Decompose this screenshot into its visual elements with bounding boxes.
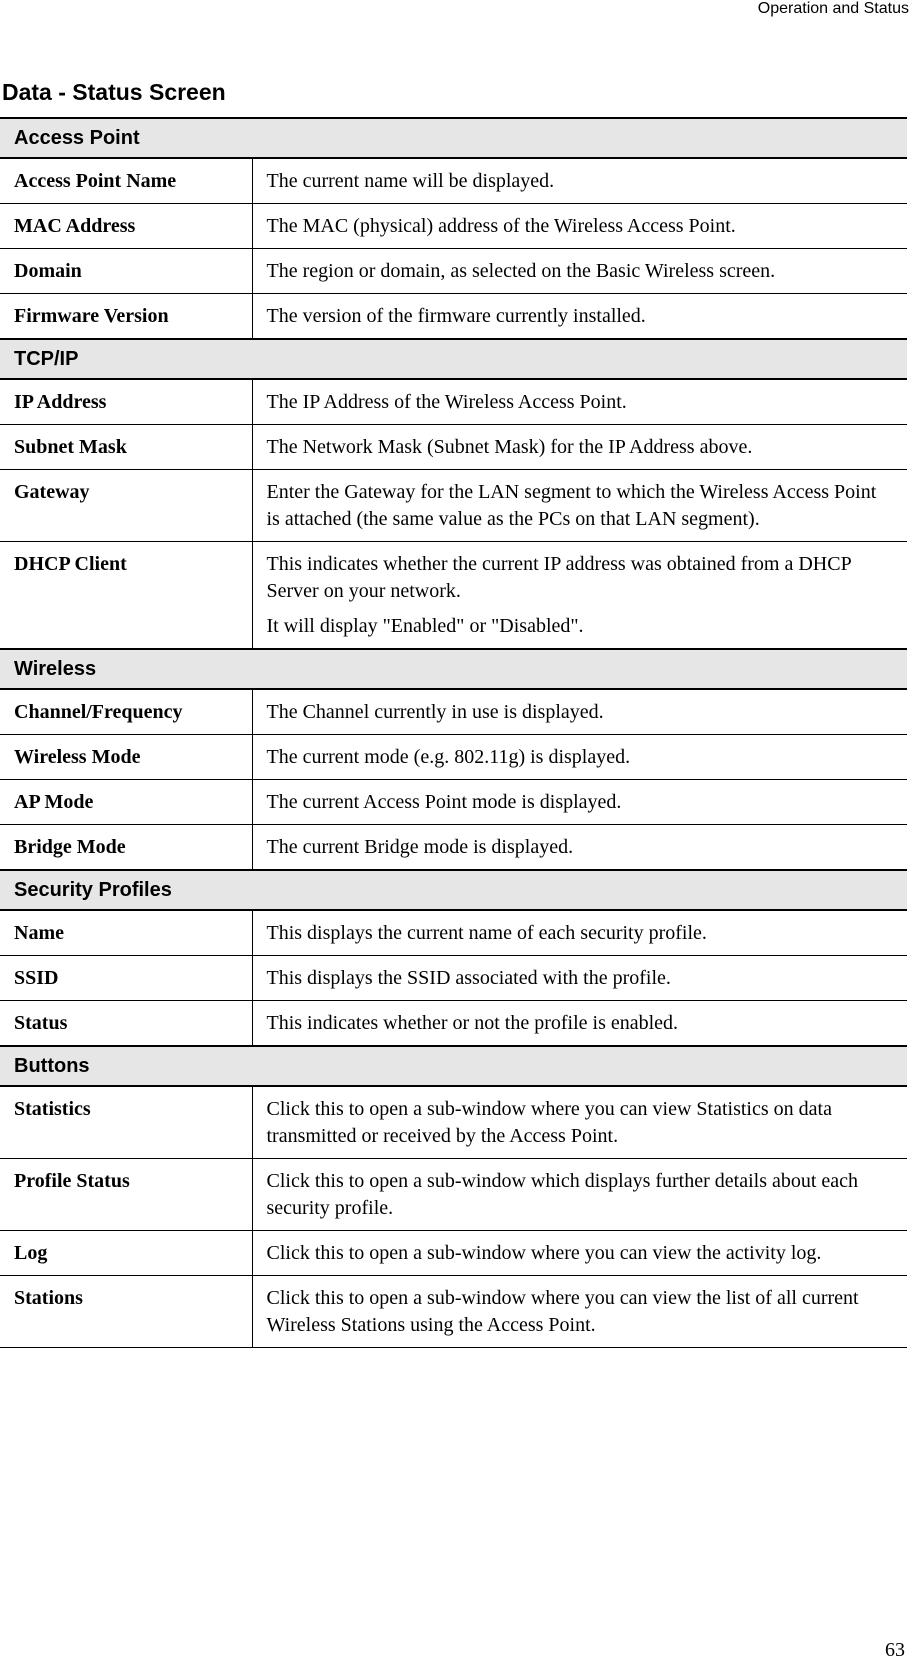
field-name: Status bbox=[0, 1001, 252, 1047]
description-paragraph: Enter the Gateway for the LAN segment to which the Wireless Access Point is attached (the same value as the PCs on that LAN segment). bbox=[266, 481, 877, 530]
field-name: DHCP Client bbox=[0, 542, 252, 650]
section-title: Data - Status Screen bbox=[2, 79, 226, 105]
table-row bbox=[0, 204, 907, 249]
description-paragraph: The current Bridge mode is displayed. bbox=[266, 836, 574, 858]
description-paragraph: The Channel currently in use is displayed. bbox=[266, 701, 604, 723]
status-screen-table-body bbox=[0, 118, 907, 1348]
field-description bbox=[252, 470, 907, 542]
description-paragraph: Click this to open a sub-window where you can view the activity log. bbox=[266, 1242, 822, 1264]
table-row bbox=[0, 470, 907, 542]
table-row bbox=[0, 910, 907, 956]
field-description bbox=[252, 1276, 907, 1348]
field-name: Access Point Name bbox=[0, 158, 252, 204]
description-paragraph: The MAC (physical) address of the Wireless Access Point. bbox=[266, 215, 736, 237]
description-paragraph: This displays the current name of each security profile. bbox=[266, 922, 707, 944]
status-screen-table bbox=[0, 117, 907, 1348]
table-row bbox=[0, 542, 907, 650]
group-title: Wireless bbox=[0, 649, 907, 689]
table-row bbox=[0, 1001, 907, 1047]
group-header-row bbox=[0, 118, 907, 158]
group-header-row bbox=[0, 339, 907, 379]
description-paragraph: This indicates whether or not the profile is enabled. bbox=[266, 1012, 679, 1034]
field-name: Stations bbox=[0, 1276, 252, 1348]
field-name: Domain bbox=[0, 249, 252, 294]
table-row bbox=[0, 956, 907, 1001]
group-title: Access Point bbox=[0, 118, 907, 158]
description-paragraph: Click this to open a sub-window where you can view the list of all current Wireless Stations using the Access Point. bbox=[266, 1287, 859, 1336]
field-name: IP Address bbox=[0, 379, 252, 425]
field-description bbox=[252, 379, 907, 425]
field-description bbox=[252, 1086, 907, 1159]
description-paragraph: Click this to open a sub-window which displays further details about each security profile. bbox=[266, 1170, 859, 1219]
description-paragraph: It will display "Enabled" or "Disabled". bbox=[266, 615, 584, 637]
page-number: 63 bbox=[885, 1639, 905, 1661]
table-row bbox=[0, 294, 907, 340]
group-header-row bbox=[0, 649, 907, 689]
field-description bbox=[252, 542, 907, 650]
field-description bbox=[252, 1231, 907, 1276]
running-header: Operation and Status bbox=[757, 0, 909, 17]
description-paragraph: The current mode (e.g. 802.11g) is displayed. bbox=[266, 746, 631, 768]
field-description bbox=[252, 956, 907, 1001]
field-name: Subnet Mask bbox=[0, 425, 252, 470]
table-row bbox=[0, 1159, 907, 1231]
field-description bbox=[252, 780, 907, 825]
field-name: Bridge Mode bbox=[0, 825, 252, 871]
field-name: Statistics bbox=[0, 1086, 252, 1159]
description-paragraph: The Network Mask (Subnet Mask) for the IP Address above. bbox=[266, 436, 753, 458]
table-row bbox=[0, 825, 907, 871]
field-name: Channel/Frequency bbox=[0, 689, 252, 735]
group-title: TCP/IP bbox=[0, 339, 907, 379]
table-row bbox=[0, 249, 907, 294]
field-description bbox=[252, 910, 907, 956]
description-paragraph: Click this to open a sub-window where you can view Statistics on data transmitted or received by the Access Point. bbox=[266, 1098, 832, 1147]
field-description bbox=[252, 204, 907, 249]
table-row bbox=[0, 689, 907, 735]
field-name: SSID bbox=[0, 956, 252, 1001]
field-description bbox=[252, 825, 907, 871]
field-description bbox=[252, 294, 907, 340]
field-description bbox=[252, 1159, 907, 1231]
field-description bbox=[252, 158, 907, 204]
field-description bbox=[252, 249, 907, 294]
description-paragraph: The region or domain, as selected on the Basic Wireless screen. bbox=[266, 260, 776, 282]
group-header-row bbox=[0, 1046, 907, 1086]
field-name: Log bbox=[0, 1231, 252, 1276]
field-name: AP Mode bbox=[0, 780, 252, 825]
field-name: Gateway bbox=[0, 470, 252, 542]
field-name: Firmware Version bbox=[0, 294, 252, 340]
description-paragraph: This displays the SSID associated with the profile. bbox=[266, 967, 671, 989]
field-name: MAC Address bbox=[0, 204, 252, 249]
table-row bbox=[0, 735, 907, 780]
table-row bbox=[0, 1276, 907, 1348]
group-title: Buttons bbox=[0, 1046, 907, 1086]
description-paragraph: The IP Address of the Wireless Access Point. bbox=[266, 391, 627, 413]
group-title: Security Profiles bbox=[0, 870, 907, 910]
description-paragraph: The current name will be displayed. bbox=[266, 170, 555, 192]
field-name: Profile Status bbox=[0, 1159, 252, 1231]
description-paragraph: This indicates whether the current IP address was obtained from a DHCP Server on your network. bbox=[266, 553, 851, 602]
field-description bbox=[252, 689, 907, 735]
description-paragraph: The version of the firmware currently installed. bbox=[266, 305, 646, 327]
field-description bbox=[252, 1001, 907, 1047]
table-row bbox=[0, 1086, 907, 1159]
field-name: Name bbox=[0, 910, 252, 956]
table-row bbox=[0, 379, 907, 425]
field-description bbox=[252, 735, 907, 780]
table-row bbox=[0, 1231, 907, 1276]
description-paragraph: The current Access Point mode is displayed. bbox=[266, 791, 622, 813]
group-header-row bbox=[0, 870, 907, 910]
field-description bbox=[252, 425, 907, 470]
table-row bbox=[0, 425, 907, 470]
field-name: Wireless Mode bbox=[0, 735, 252, 780]
table-row bbox=[0, 158, 907, 204]
table-row bbox=[0, 780, 907, 825]
